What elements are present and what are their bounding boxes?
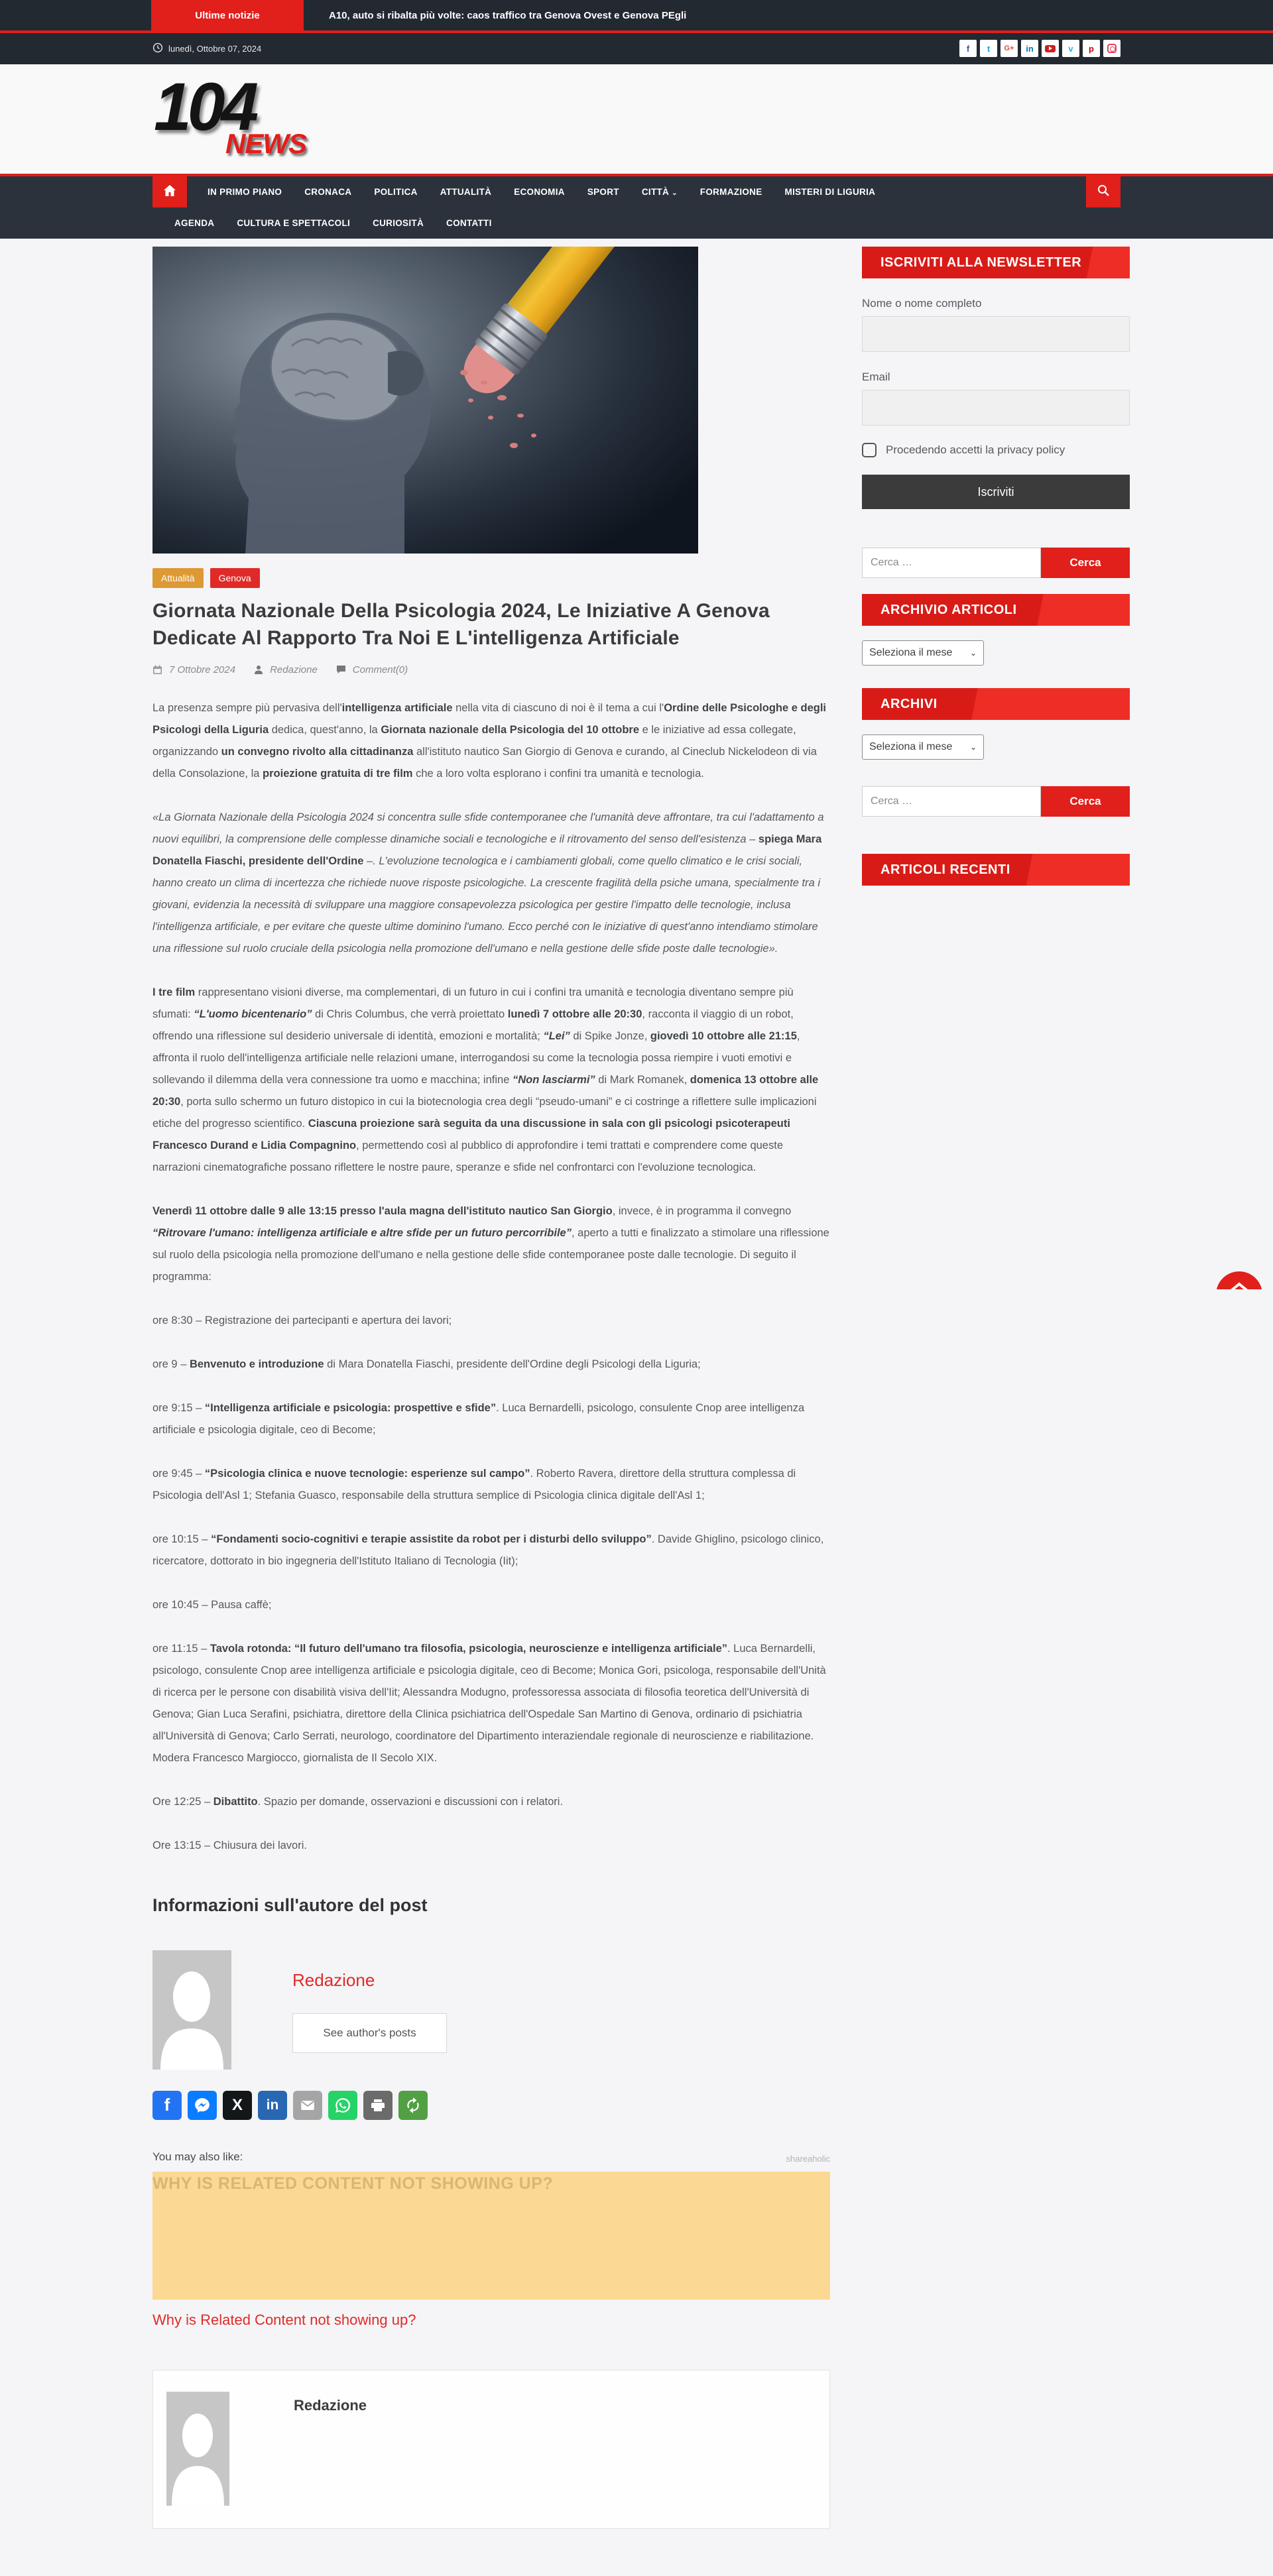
article-paragraph: ore 10:45 – Pausa caffè; <box>152 1598 272 1611</box>
nav-item-curiosità[interactable]: CURIOSITÀ <box>373 218 424 228</box>
vimeo-icon[interactable]: v <box>1062 40 1079 57</box>
author-box <box>152 1950 830 2070</box>
nav-item-politica[interactable]: POLITICA <box>374 187 418 197</box>
author-name-link[interactable]: Redazione <box>292 1969 375 1990</box>
related-ghost-text: WHY IS RELATED CONTENT NOT SHOWING UP? <box>152 2174 554 2193</box>
current-date: lunedì, Ottobre 07, 2024 <box>168 44 262 54</box>
nav-item-in-primo-piano[interactable]: IN PRIMO PIANO <box>208 187 282 197</box>
author-footer-card <box>152 2370 830 2529</box>
twitter-icon[interactable]: t <box>980 40 997 57</box>
logo-word: NEWS <box>225 128 306 159</box>
featured-image <box>152 247 698 554</box>
share-messenger-icon[interactable] <box>188 2091 217 2120</box>
nav-row-1 <box>196 187 886 197</box>
comment-icon <box>336 665 346 674</box>
nav-item-contatti[interactable]: CONTATTI <box>446 218 492 228</box>
newsletter-title: ISCRIVITI ALLA NEWSLETTER <box>862 247 1130 278</box>
archive-articles-title: ARCHIVIO ARTICOLI <box>862 594 1130 626</box>
sidebar <box>862 247 1130 2529</box>
article-author[interactable]: Redazione <box>270 664 318 675</box>
privacy-checkbox[interactable] <box>862 443 877 457</box>
article-paragraph: «La Giornata Nazionale della Psicologia 2024 si concentra sulle sfide contemporanee che l'umanità deve affrontare, tra cui l'adattamento a nuovi equilibri, la comprensione delle complesse dinamiche sociali e tecnologiche e il ritrovamento del senso dell'esistenza – spiega Mara Donatella Fiaschi, presidente dell'Ordine –. L'evoluzione tecnologica e i cambiamenti globali, come quello climatico e le crisi sociali, hanno creato un clima di incertezza che richiede nuove risposte psicologiche. La crescente fragilità della psiche umana, specialmente tra i giovani, evidenzia la necessità di sviluppare una maggiore consapevolezza psicologica per gestire l'impatto delle tecnologie, inclusa l'intelligenza artificiale, e per evitare che queste ultime dominino l'umano. Ecco perché con le iniziative di quest'anno intendiamo stimolare una riflessione sul ruolo cruciale della psicologia nella promozione dell'umano e nella gestione delle sfide poste dalle tecnologie». <box>152 811 824 955</box>
recent-articles-title: ARTICOLI RECENTI <box>862 854 1130 886</box>
article-body <box>152 697 830 1857</box>
share-more-icon[interactable] <box>398 2091 428 2120</box>
article-paragraph: Ore 13:15 – Chiusura dei lavori. <box>152 1839 307 1851</box>
newsletter-email-label: Email <box>862 371 890 383</box>
nav-item-attualità[interactable]: ATTUALITÀ <box>440 187 492 197</box>
comment-count[interactable]: Comment(0) <box>352 664 408 675</box>
category-tags <box>152 568 830 588</box>
article-meta <box>152 664 830 675</box>
breaking-news-headline[interactable]: A10, auto si ribalta più volte: caos traffico tra Genova Ovest e Genova PEgli <box>329 9 687 21</box>
facebook-icon[interactable]: f <box>959 40 977 57</box>
site-logo[interactable] <box>154 70 326 169</box>
date-bar <box>0 33 1273 64</box>
article-paragraph: ore 9:15 – “Intelligenza artificiale e psicologia: prospettive e sfide”. Luca Bernardelli, psicologo, consulente Cnop aree intelligenza artificiale e psicologia digitale, ceo di Become; <box>152 1401 805 1436</box>
article-date[interactable]: 7 Ottobre 2024 <box>169 664 236 675</box>
instagram-icon[interactable] <box>1103 40 1121 57</box>
tag-genova[interactable]: Genova <box>210 568 260 588</box>
see-author-posts-button[interactable]: See author's posts <box>292 2013 447 2053</box>
nav-row-2 <box>163 218 503 228</box>
pinterest-icon[interactable]: p <box>1083 40 1100 57</box>
archive-month-select[interactable]: Seleziona il mese ⌄ <box>862 640 984 666</box>
search-button[interactable] <box>1086 176 1121 207</box>
sidebar-search-input-2[interactable] <box>862 786 1041 817</box>
chevron-up-icon <box>1231 1271 1248 1289</box>
author-name[interactable]: Redazione <box>294 2396 367 2414</box>
main-navigation <box>0 176 1273 239</box>
youtube-icon[interactable] <box>1042 40 1059 57</box>
chevron-down-icon: ⌄ <box>672 190 678 197</box>
tag-attualita[interactable]: Attualità <box>152 568 204 588</box>
chevron-down-icon: ⌄ <box>969 648 977 658</box>
newsletter-name-input[interactable] <box>862 316 1130 352</box>
breaking-news-bar <box>0 0 1273 30</box>
sidebar-search-submit-2[interactable]: Cerca <box>1041 786 1130 817</box>
related-content-placeholder[interactable] <box>152 2172 830 2300</box>
chevron-down-icon: ⌄ <box>969 742 977 752</box>
share-whatsapp-icon[interactable] <box>328 2091 357 2120</box>
nav-item-misteri-di-liguria[interactable]: MISTERI DI LIGURIA <box>784 187 876 197</box>
newsletter-subscribe-button[interactable]: Iscriviti <box>862 475 1130 509</box>
breaking-news-label: Ultime notizie <box>151 0 304 30</box>
sidebar-search-submit[interactable]: Cerca <box>1041 548 1130 578</box>
nav-item-cronaca[interactable]: CRONACA <box>304 187 352 197</box>
linkedin-icon[interactable]: in <box>1021 40 1038 57</box>
archives-month-select[interactable]: Seleziona il mese ⌄ <box>862 734 984 760</box>
clock-icon <box>152 42 163 55</box>
privacy-label: Procedendo accetti la privacy policy <box>886 443 1065 456</box>
you-may-also-like-label: You may also like: <box>152 2150 243 2163</box>
sidebar-search-input[interactable] <box>862 548 1041 578</box>
author-avatar <box>152 1950 231 2070</box>
article-column <box>152 247 830 2529</box>
nav-item-cultura-e-spettacoli[interactable]: CULTURA E SPETTACOLI <box>237 218 351 228</box>
article-paragraph: La presenza sempre più pervasiva dell'intelligenza artificiale nella vita di ciascuno di noi è il tema a cui l'Ordine delle Psicologhe e degli Psicologi della Liguria dedica, quest'anno, la Giornata nazionale della Psicologia del 10 ottobre e le iniziative ad essa collegate, organizzando un convegno rivolto alla cittadinanza all'istituto nautico San Giorgio di Genova e curando, al Cineclub Nickelodeon di via della Consolazione, la proiezione gratuita di tre film che a loro volta esplorano i confini tra umanità e tecnologia. <box>152 701 826 780</box>
archives-title: ARCHIVI <box>862 688 1130 720</box>
author-section-heading: Informazioni sull'autore del post <box>152 1895 428 1915</box>
google-plus-icon[interactable]: G+ <box>1000 40 1018 57</box>
share-facebook-icon[interactable]: f <box>152 2091 182 2120</box>
site-header <box>0 64 1273 174</box>
related-help-link[interactable]: Why is Related Content not showing up? <box>152 2311 416 2328</box>
article-paragraph: ore 11:15 – Tavola rotonda: “Il futuro dell'umano tra filosofia, psicologia, neuroscienze e intelligenza artificiale”. Luca Bernardelli, psicologo, consulente Cnop aree intelligenza artificiale e psicologia digitale, ceo di Become; Monica Gori, psicologa, responsabile dell'Unità di ricerca per le persone con disabilità visiva dell'Iit; Alessandra Modugno, professoressa associata di filosofia teoretica dell'Università di Genova; Gian Luca Serafini, psichiatra, direttore della Clinica psichiatrica dell'Ospedale San Martino di Genova, ordinario di psichiatria all'Università di Genova; Carlo Serrati, neurologo, coordinatore del Dipartimento interaziendale regionale di neuroscienze e riabilitazione. Modera Francesco Margiocco, giornalista de Il Secolo XIX. <box>152 1642 826 1764</box>
nav-item-economia[interactable]: ECONOMIA <box>514 187 565 197</box>
article-paragraph: ore 10:15 – “Fondamenti socio-cognitivi e terapie assistite da robot per i disturbi dello sviluppo”. Davide Ghiglino, psicologo clinico, ricercatore, dottorato in bio ingegneria dell'Istituto Italiano di Tecnologia (Iit); <box>152 1533 824 1567</box>
article-paragraph: ore 9:45 – “Psicologia clinica e nuove tecnologie: esperienze sul campo”. Roberto Ravera, direttore della struttura complessa di Psicologia dell'Asl 1; Stefania Guasco, responsabile della struttura semplice di Psicologia clinica digitale dell'Asl 1; <box>152 1467 796 1501</box>
share-email-icon[interactable] <box>293 2091 322 2120</box>
share-x-icon[interactable]: X <box>223 2091 252 2120</box>
topbar-social-icons <box>959 40 1121 57</box>
calendar-icon <box>152 665 162 675</box>
newsletter-name-label: Nome o nome completo <box>862 297 982 310</box>
article-paragraph: I tre film rappresentano visioni diverse, ma complementari, di un futuro in cui i confini tra umanità e tecnologia diventano sempre più sfumati: “L'uomo bicentenario” di Chris Columbus, che verrà proiettato lunedì 7 ottobre alle 20:30, racconta il viaggio di un robot, offrendo una riflessione sul desiderio universale di identità, emozioni e mortalità; “Lei” di Spike Jonze, giovedì 10 ottobre alle 21:15, affronta il ruolo dell'intelligenza artificiale nelle relazioni umane, interrogandosi su come la tecnologia possa riempire i vuoti emotivi e sollevando il dilemma della vera connessione tra uomo e macchina; infine “Non lasciarmi” di Mark Romanek, domenica 13 ottobre alle 20:30, porta sullo schermo un futuro distopico in cui la biotecnologia crea degli “pseudo-umani” e ci costringe a riflettere sulle implicazioni etiche del progresso scientifico. Ciascuna proiezione sarà seguita da una discussione in sala con gli psicologi psicoterapeuti Francesco Durand e Lidia Compagnino, permettendo così al pubblico di approfondire i temi trattati e comprendere come queste narrazioni cinematografiche possano riflettere le nostre paure, speranze e sfide nel confrontarci con l'evoluzione tecnologica. <box>152 986 819 1173</box>
logo-number: 104 <box>154 69 255 145</box>
nav-item-città[interactable]: CITTÀ ⌄ <box>641 187 678 197</box>
article-paragraph: ore 8:30 – Registrazione dei partecipanti e apertura dei lavori; <box>152 1314 452 1326</box>
nav-item-agenda[interactable]: AGENDA <box>174 218 215 228</box>
share-linkedin-icon[interactable]: in <box>258 2091 287 2120</box>
nav-item-formazione[interactable]: FORMAZIONE <box>699 187 762 197</box>
article-title: Giornata Nazionale Della Psicologia 2024, Le Iniziative A Genova Dedicate Al Rapporto Tra Noi E L'intelligenza Artificiale <box>152 600 770 650</box>
newsletter-email-input[interactable] <box>862 390 1130 426</box>
article-paragraph: Ore 12:25 – Dibattito. Spazio per domande, osservazioni e discussioni con i relatori. <box>152 1795 564 1808</box>
article-paragraph: Venerdì 11 ottobre dalle 9 alle 13:15 presso l'aula magna dell'istituto nautico San Giorgio, invece, è in programma il convegno “Ritrovare l'umano: intelligenza artificiale e altre sfide per un futuro percorribile”, aperto a tutti e finalizzato a stimolare una riflessione sul ruolo della psicologia nella promozione dell'umano e nella gestione delle sfide contemporanee poste dalle tecnologie. Di seguito il programma: <box>152 1204 829 1283</box>
share-buttons <box>152 2091 830 2120</box>
search-icon <box>1097 184 1109 200</box>
share-print-icon[interactable] <box>363 2091 393 2120</box>
shareaholic-credit[interactable]: shareaholic <box>786 2153 830 2164</box>
author-avatar <box>166 2392 229 2506</box>
author-icon <box>254 665 263 674</box>
nav-item-sport[interactable]: SPORT <box>587 187 619 197</box>
article-paragraph: ore 9 – Benvenuto e introduzione di Mara Donatella Fiaschi, presidente dell'Ordine degli Psicologi della Liguria; <box>152 1358 701 1370</box>
scroll-to-top-button[interactable] <box>1216 1271 1262 1289</box>
